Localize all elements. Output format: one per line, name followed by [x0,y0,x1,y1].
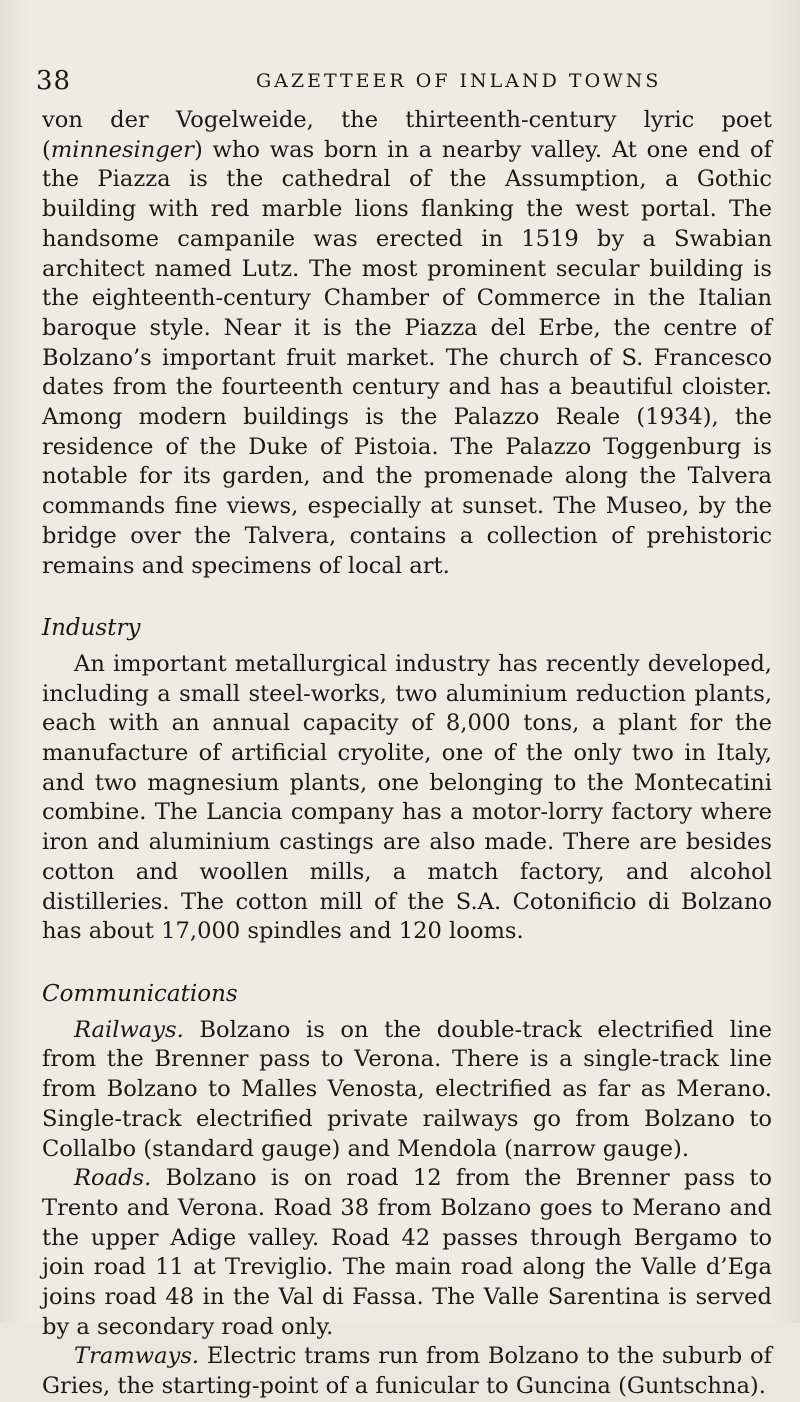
page-number: 38 [36,66,72,96]
roads-text: Bolzano is on road 12 from the Brenner pass to Trento and Verona. Road 38 from Bolzano goes to Merano and the upper Adige valley. Road 42 passes through Bergamo to join road 11 at Treviglio. The main road along the Valle d’Ega joins road 48 in the Val di Fassa. The Valle Sarentina is served by a secondary road only. [42,1165,772,1340]
roads-paragraph [42,1164,772,1342]
tramways-text: Electric trams run from Bolzano to the suburb of Gries, the starting-point of a funicular to Guncina (Guntschna). [42,1343,772,1400]
industry-heading: Industry [42,615,141,642]
page-header [36,66,766,102]
intro-paragraph [42,106,772,581]
communications-heading: Communications [42,980,238,1007]
body-text [42,106,772,1402]
railways-label: Railways. [74,1016,184,1043]
tramways-paragraph [42,1342,772,1401]
intro-text-rest: ) who was born in a nearby valley. At one end of the Piazza is the cathedral of the Assumption, a Gothic building with red marble lions flanking the west portal. The handsome campanile was erected in 1519 by a Swabian architect named Lutz. The most prominent secular building is the eighteenth-century Chamber of Commerce in the Italian baroque style. Near it is the Piazza del Erbe, the centre of Bolzano’s important fruit market. The church of S. Francesco dates from the fourteenth century and has a beautiful cloister. Among modern buildings is the Palazzo Reale (1934), the residence of the Duke of Pistoia. The Palazzo Toggenburg is notable for its garden, and the promenade along the Talvera commands fine views, especially at sunset. The Museo, by the bridge over the Talvera, contains a collection of prehistoric remains and specimens of local art. [42,136,772,579]
intro-italic-term: minnesinger [50,136,194,163]
tramways-label: Tramways. [74,1343,200,1370]
industry-paragraph: An important metallurgical industry has recently developed, including a small steel-works, two aluminium reduction plants, each with an annual capacity of 8,000 tons, a plant for the manufacture of artificial cryolite, one of the only two in Italy, and two magnesium plants, one belonging to the Montecatini combine. The Lancia company has a motor-lorry factory where iron and aluminium castings are also made. There are besides cotton and woollen mills, a match factory, and alcohol distilleries. The cotton mill of the S.A. Cotonificio di Bolzano has about 17,000 spindles and 120 looms. [42,650,772,945]
roads-label: Roads. [74,1165,152,1192]
running-head: GAZETTEER OF INLAND TOWNS [256,70,662,92]
intro-text-start: von der Vogelweide, the thirteenth-century lyric poet ( [42,107,772,163]
railways-paragraph [42,1016,772,1165]
railways-text: Bolzano is on the double-track electrified line from the Brenner pass to Verona. There is a single-track line from Bolzano to Malles Venosta, electrified as far as Merano. Single-track electrified private railways go from Bolzano to Collalbo (standard gauge) and Mendola (narrow gauge). [42,1016,772,1162]
